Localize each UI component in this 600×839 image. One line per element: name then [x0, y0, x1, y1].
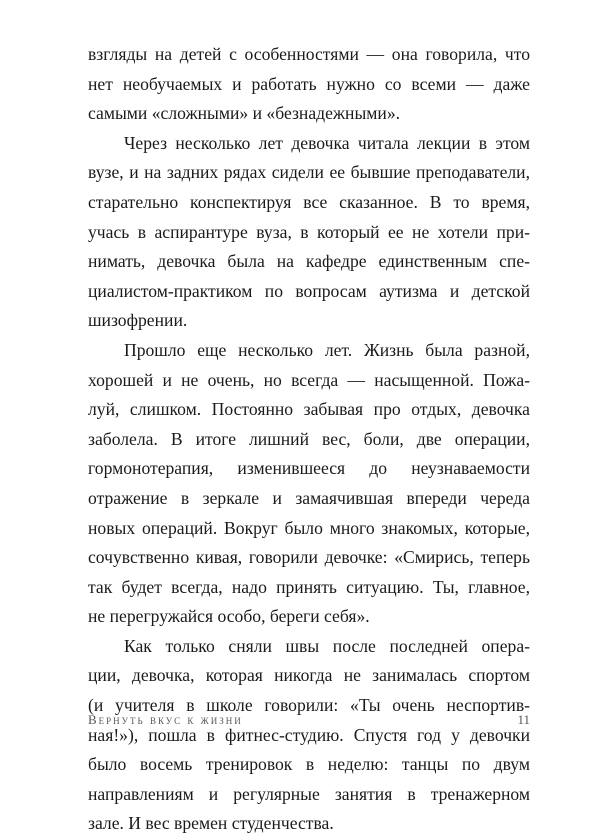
text-line: заболела. В итоге лишний вес, боли, две операции,: [88, 428, 530, 449]
text-line: зале. И вес времен студенчества.: [88, 813, 334, 834]
text-line: взгляды на детей с особенностями — она говорила, что: [88, 44, 530, 64]
text-line: Как только сняли швы после последней опера-: [124, 635, 530, 656]
text-line: не перегружайся особо, береги себя».: [88, 606, 370, 627]
page-footer: [88, 712, 530, 732]
text-line: нимать, девочка была на кафедре единственным спе-: [88, 251, 530, 272]
text-line: направлениям и регулярные занятия в тренажерном: [88, 783, 530, 804]
text-line: ции, девочка, которая никогда не занималась спортом: [88, 665, 530, 686]
text-line: ная!»), пошла в фитнес-студию. Спустя год у девочки: [88, 724, 530, 745]
text-line: было восемь тренировок в неделю: танцы по двум: [88, 754, 530, 775]
text-line: сочувственно кивая, говорили девочке: «Смирись, теперь: [88, 547, 530, 568]
page-number: 11: [517, 712, 530, 727]
text-line: учась в аспирантуре вуза, в который ее не хотели при-: [88, 221, 530, 242]
text-line: шизофрении.: [88, 310, 188, 331]
text-line: Через несколько лет девочка читала лекции в этом: [124, 132, 530, 153]
text-line: отражение в зеркале и замаячившая впереди череда: [88, 487, 530, 508]
text-line: Прошло еще несколько лет. Жизнь была разной,: [124, 339, 530, 360]
text-line: старательно конспектируя все сказанное. В то время,: [88, 191, 530, 212]
text-line: луй, слишком. Постоянно забывая про отдых, девочка: [88, 399, 530, 420]
text-line: новых операций. Вокруг было много знакомых, которые,: [88, 517, 530, 538]
text-line: нет необучаемых и работать нужно со всеми — даже: [88, 73, 530, 94]
text-line: самыми «сложными» и «безнадежными».: [88, 103, 401, 124]
text-line: вузе, и на задних рядах сидели ее бывшие преподаватели,: [88, 162, 530, 183]
text-line: циалистом-практиком по вопросам аутизма и детской: [88, 280, 530, 301]
running-title: Вернуть вкус к жизни: [88, 712, 243, 727]
text-line: (и учителя в школе говорили: «Ты очень неспортив-: [88, 695, 530, 716]
text-line: так будет всегда, надо принять ситуацию. Ты, главное,: [88, 576, 530, 597]
text-line: хорошей и не очень, но всегда — насыщенной. Пожа-: [88, 369, 530, 390]
text-line: гормонотерапия, изменившееся до неузнаваемости: [88, 458, 530, 479]
